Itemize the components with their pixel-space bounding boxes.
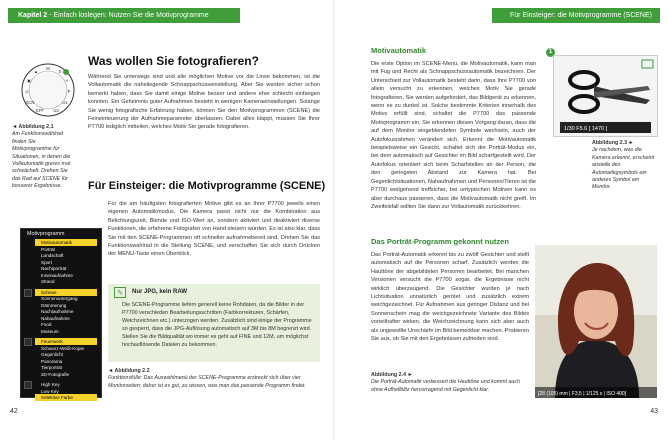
- body-text-1-paragraph: Während Sie unterwegs sind und alle möglichen Motive vor die Linse bekommen, ist die Vollautomatik die naheliegende Schnappschusseinstellung. Aber Sie werden sicher schon bemerkt haben, dass Sie damit einige Motive besser und andere eher schlecht einfangen konnten. Ein Geheimnis guter Aufnahmen besteht in wenigen Kameraeinstellungen. Solange Sie wenig fotografische Erfahrung haben, können Sie den Motivprogrammen (SCENE) die Feineinteuerung der Aufnahmeparameter überlassen. Dabei alles klappt, müssen Sie Ihrer P7700 lediglich mitteilen, welches Motiv Sie gerade fotografieren.: [88, 74, 320, 131]
- menu-item: Schwarz-Weiß-Kopie: [41, 345, 85, 351]
- svg-text:▲: ▲: [33, 69, 39, 74]
- caption-2-4: [371, 372, 529, 394]
- menu-item: Nachtaufnahme: [41, 309, 74, 314]
- menu-item: Porträt: [41, 246, 55, 252]
- menu-item: Schnee: [35, 289, 97, 296]
- menu-title: Motivprogramm: [27, 231, 65, 237]
- svg-text:▣: ▣: [27, 78, 31, 83]
- camera-monitor-illustration: [553, 55, 658, 137]
- menu-item: Sonnenuntergang: [41, 296, 78, 301]
- body-text-3: [371, 60, 536, 211]
- caption-2-1-text: Am Funktionswählrad finden Sie Motivprogramme für Situationen, in denen die Vollautomatik greres mal schwächelt. Drehen Sie das Rad auf SCENE für besserer Ergebnisse.: [12, 131, 71, 190]
- svg-text:S: S: [58, 69, 62, 74]
- menu-item: Dämmerung: [41, 302, 67, 308]
- menu-item: Strand: [41, 279, 55, 284]
- menu-item: Sport: [41, 259, 52, 265]
- caption-2-3-text: Je nachdem, was die Kamera erkennt, erscheint anstelle des Automatikgsymbols ein anderes Symbol am Monitor.: [592, 147, 655, 191]
- chapter-title: Einfach loslegen: Nutzen Sie die Motivprogramme: [53, 12, 209, 19]
- menu-item: High Key: [41, 382, 60, 387]
- menu-item: Tierporträt: [41, 365, 63, 370]
- menu-item: Gegenlicht: [41, 352, 63, 357]
- menu-item: Selektive Farbe: [35, 394, 97, 401]
- menu-item: Innenaufnahme: [41, 272, 73, 278]
- right-running-header: Für Einsteiger: die Motivprogramme (SCENE): [492, 8, 660, 23]
- menu-side-icon: [24, 338, 32, 346]
- page-number-left: 42: [10, 408, 18, 415]
- body-text-1: [88, 73, 320, 132]
- camera-readout: 1/30 F5.6 [ 1470 ]: [564, 126, 608, 132]
- caption-2-1: [12, 124, 72, 191]
- photo-exif: [28 (105) mm | F3,5 | 1/125 s | ISO 400]: [538, 391, 627, 397]
- chapter-number: Kapitel 2 ·: [18, 12, 52, 19]
- tip-box: [108, 284, 320, 362]
- svg-text:A: A: [65, 78, 69, 83]
- body-text-2-paragraph: Für die am häufigsten fotografierten Motive gibt es an Ihrer P7700 jeweils einen eigenen Automatikmodus. Die Kamera passt nicht nur die Kombination aus Belichtungszeit, Blende und ISO-Wert an, sondern aktiviert und deaktiviert diverse Funktionen, die erfahrene Fotografen von Hand steuern würden. Es ist also klar, dass Sie mit den SCENE-Programmen oft schneller aufnahmebereit sind. Drehen Sie das Funktionswahlrad in die Stellung SCENE, und verschaffen Sie sich durch Drücken der MENU-Taste einen Überblick.: [108, 201, 320, 258]
- svg-text:◎: ◎: [25, 89, 29, 94]
- svg-text:U2: U2: [53, 108, 59, 113]
- caption-2-3: [592, 140, 658, 192]
- section-portrait: Das Porträt-Programm gekonnt nutzen: [371, 237, 509, 246]
- caption-2-2-text: Funktionsfülle: Das Auswahlmenü der SCENE-Programme erstreckt sich über vier Monitorseiten; daher ist es gut, zu wissen, was man das passende Programm findet.: [108, 375, 306, 389]
- menu-side-icon: [24, 289, 32, 297]
- caption-2-2-label: ◄ Abbildung 2.2: [108, 368, 150, 374]
- mode-dial-illustration: [20, 62, 76, 118]
- scene-menu-screenshot: [20, 228, 102, 398]
- body-text-3-paragraph: Die erste Option im SCENE-Menü, die Motivautomatik, kann man mit Fug und Recht als Schnappschussautomatik bezeichnen. Der Unterschied zur Vollautomatik besteht darin, dass Ihre P7700 von allein versucht zu erkennen, welches Motiv Sie gerade fotografieren. Sie werden aufgefordert, das Bildgerät zu erkennen, wenn es zu dunkel ist. Solche bestimmte Kriterien innerhalb des Motivs erfüllt sind, schaltet die P7700 das passende Motivprogramm ein. Sie erkennen diesen Vorgang daran, dass die auf dem Monitor eingeblendeten Symbole wechseln, auch der Autofokusrahmen verändert sich. Erkennt die Motivautomatik beispielsweise ein Gesicht, schaltet sich der Porträt-Modus ein, bei dem automatisch auf Gesichter im Bild scharfgestellt wird. Der Autofokus orientiert sich beim Scharfstellen an der Person, die den geringsten Abstand zur Kamera hat. Bei Gegenlichtsituationen, Nahaufnahmen und Personen/Tieren ist die P7700 weitgehend treffsicher, bei untypischen Motiven kann es aber durchaus passieren, dass die Motivautomatik nicht greift. Im Zweifelsfall sollten Sie dann zur Vollautomatik zurückkehren.: [371, 61, 536, 210]
- menu-item: Museum: [41, 328, 59, 334]
- menu-item: Feuerwerk: [35, 338, 97, 345]
- tip-icon: ✎: [114, 287, 126, 298]
- menu-item: 3D-Fotografie: [41, 371, 70, 377]
- svg-text:U1: U1: [62, 100, 68, 105]
- caption-2-2: [108, 368, 318, 390]
- page-number-right: 43: [650, 408, 658, 415]
- body-text-4-paragraph: Das Porträt-Automatik erkennt bis zu zwölf Gesichter und stellt automatisch auf die Personen scharf. Zusätzlich werden die Hauttöne der abgebildeten Personen bearbeitet. Bei manchen Versionen versucht die P7700 sogar, die Ergebnisse nicht wirklich überzeugend. Die Gesichter wurden je nach Lichtsituation unnatürlich gerötet und zusätzlich extrem weichgezeichnet. Für Aufnahmen aus geringer Distanz und bei Sonnenschein mag die weichgezeichnete Variante des Bildes vorteilhafter wirken, die Weichzeichnung kann sich aber auch als ungewollte Unschärfe im Bild bemerkbar machen. Probieren Sie aus, ob Sie mit den Ergebnissen zufrieden sind.: [371, 252, 529, 343]
- menu-item: Nachtporträt: [41, 266, 67, 271]
- menu-item: Food: [41, 322, 52, 327]
- menu-item: Low Key: [41, 388, 59, 394]
- caption-2-4-text: Die Porträt-Automatik verbessert die Hauttöne und kommt auch ohne Aufhellblitz hervorragend mit Gegenlicht klar.: [371, 379, 520, 393]
- body-text-4: [371, 251, 529, 343]
- menu-item: Nahaufnahme: [41, 315, 70, 321]
- caption-2-1-label: ◄ Abbildung 2.1: [12, 124, 54, 130]
- svg-text:M: M: [46, 66, 50, 71]
- menu-side-icon: [24, 381, 32, 389]
- tip-text: Die SCENE-Programme liefern generell keine Rohdaten, da die Bilder in der P7700 verschieden Bearbeitungsschritten (Farbkorrekturen, Schärfen, Weichzeichnen etc.) unterzogen werden. Zusätzlich sind einige der Programme so gesperrt, dass die JPG-Auflösung automatisch auf 3M bis 8M begrenzt wird. Stellen Sie die Bildqualität wo immer es geht auf FINE und 12M, um möglichst hochauflösende Dateien zu bekommen.: [122, 302, 312, 348]
- portrait-photo: [535, 245, 657, 398]
- gutter: [333, 0, 335, 440]
- figure-marker-1: 1: [546, 48, 555, 57]
- svg-text:SCN: SCN: [25, 100, 35, 105]
- svg-text:EFF: EFF: [36, 108, 44, 113]
- heading-scene-programs: Für Einsteiger: die Motivprogramme (SCENE): [88, 180, 326, 192]
- heading-what-to-photograph: Was wollen Sie fotografieren?: [88, 54, 259, 68]
- left-running-header: [8, 8, 240, 23]
- menu-item: Panorama: [41, 358, 63, 364]
- section-motivautomatik: Motivautomatik: [371, 46, 427, 55]
- menu-item: Landschaft: [41, 253, 64, 258]
- tip-title: Nur JPG, kein RAW: [132, 289, 188, 295]
- menu-item: Motivautomatik: [35, 239, 97, 246]
- caption-2-3-label: Abbildung 2.3 ►: [592, 140, 634, 146]
- caption-2-4-label: Abbildung 2.4 ►: [371, 372, 413, 378]
- body-text-2: [108, 200, 320, 259]
- svg-text:P: P: [67, 89, 71, 94]
